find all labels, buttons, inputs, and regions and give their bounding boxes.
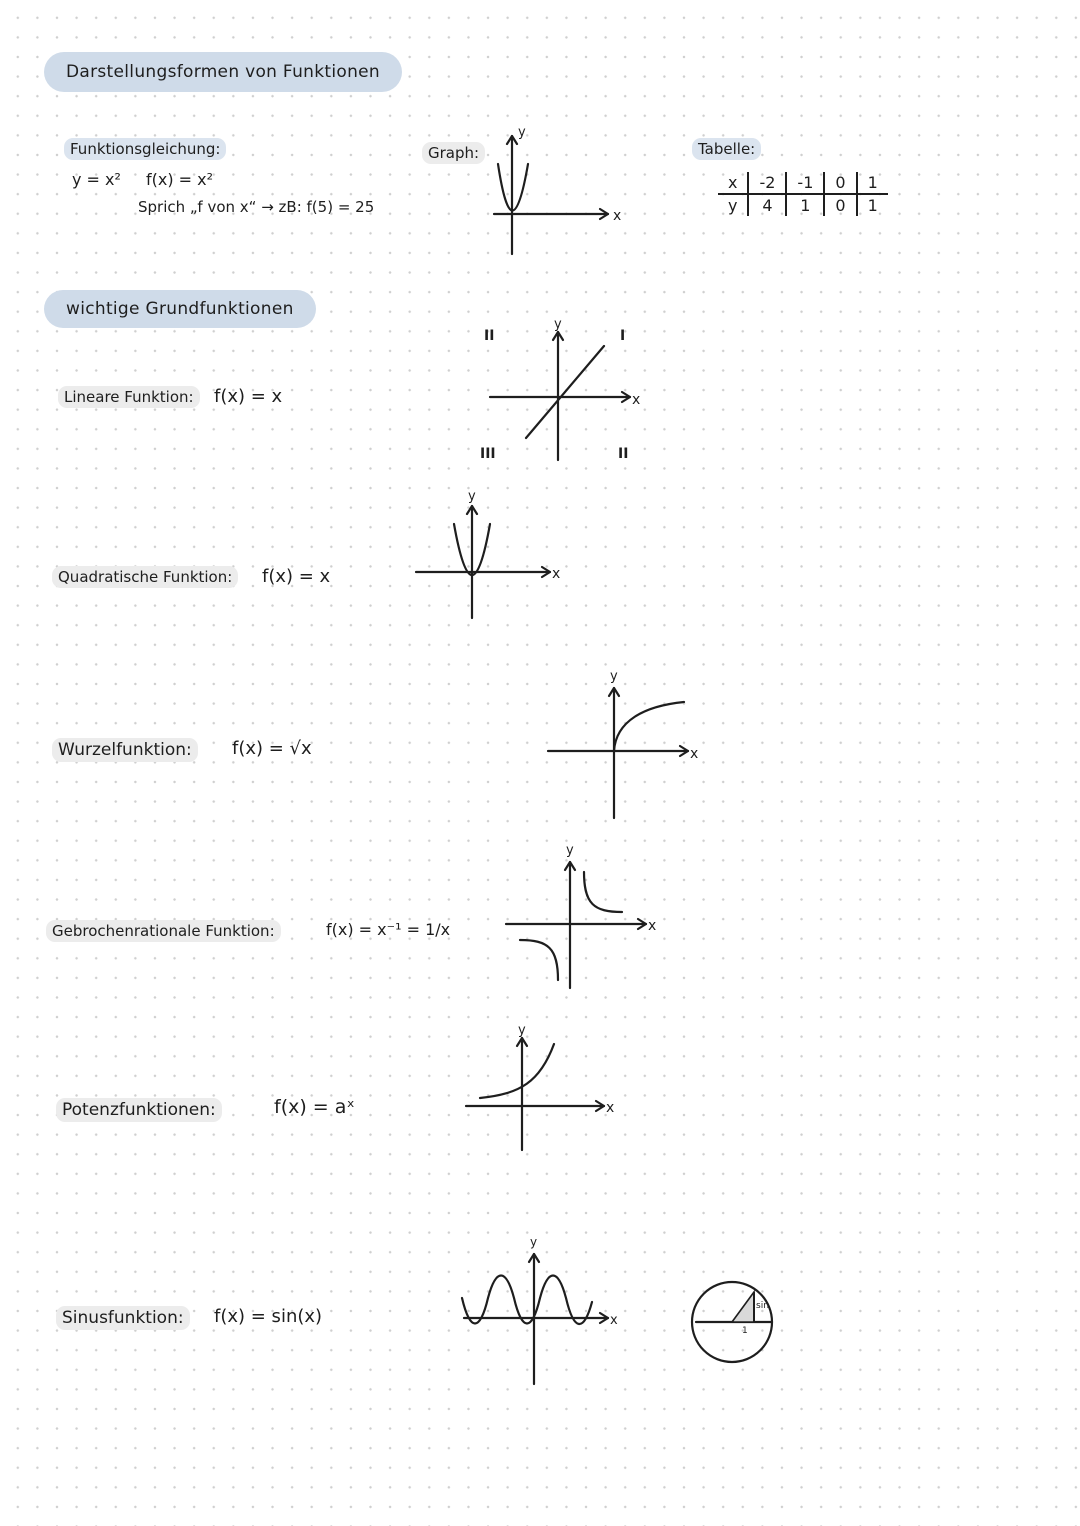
quadratic-graph — [412, 484, 572, 624]
exponential-curve — [480, 1044, 554, 1098]
function-formula: f(x) = √x — [232, 738, 312, 759]
exponential-graph — [460, 1022, 630, 1162]
function-formula: f(x) = sin(x) — [214, 1306, 323, 1327]
function-name: Quadratische Funktion: — [52, 566, 238, 588]
function-name: Lineare Funktion: — [58, 386, 200, 408]
x-axis-label: x — [613, 208, 622, 224]
section-title-text: wichtige Grundfunktionen — [66, 299, 294, 319]
y-axis-label: y — [518, 1023, 526, 1038]
sine-label: sin — [756, 1301, 769, 1311]
hyperbola-branch-left — [520, 940, 558, 980]
root-graph — [544, 666, 714, 826]
parabola-sketch — [480, 122, 640, 262]
table-cell: y — [728, 196, 738, 215]
x-axis-label: x — [606, 1100, 615, 1116]
root-curve — [614, 702, 684, 751]
y-axis-label: y — [518, 125, 526, 140]
table-row — [718, 194, 888, 216]
page-title-text: Darstellungsformen von Funktionen — [66, 62, 380, 82]
quadrant-label: III — [480, 446, 496, 462]
function-formula: f(x) = x⁻¹ = 1/x — [326, 920, 451, 939]
unit-circle — [688, 1278, 784, 1374]
quadrant-label: II — [618, 446, 629, 462]
function-formula: f(x) = x — [262, 566, 331, 587]
equation-label: Funktionsgleichung: — [64, 138, 226, 160]
equation-line-1: y = x² — [72, 170, 121, 189]
function-name: Sinusfunktion: — [56, 1306, 190, 1330]
x-axis-label: x — [610, 1313, 618, 1328]
function-name: Gebrochenrationale Funktion: — [46, 920, 281, 942]
quadrant-label: II — [484, 328, 495, 344]
section-title — [44, 290, 316, 328]
table-cell: 1 — [786, 194, 824, 216]
table-cell: 0 — [824, 172, 856, 194]
graph-label: Graph: — [422, 142, 485, 164]
table-row — [718, 172, 888, 194]
equation-line-2: f(x) = x² — [146, 170, 214, 189]
equation-line-3: Sprich „f von x“ → zB: f(5) = 25 — [138, 198, 375, 216]
page-title — [44, 52, 402, 92]
y-axis-label: y — [566, 843, 574, 858]
x-axis-label: x — [648, 918, 657, 934]
sine-curve — [462, 1276, 592, 1325]
y-axis-label: y — [530, 1235, 538, 1249]
table-cell: 0 — [824, 194, 856, 216]
table-cell: 4 — [748, 194, 786, 216]
value-table — [718, 172, 888, 216]
quadrant-label: I — [620, 328, 626, 344]
sine-triangle — [732, 1292, 754, 1322]
linear-graph — [470, 310, 660, 470]
function-formula: f(x) = x — [214, 386, 283, 407]
x-axis-label: x — [690, 746, 699, 762]
table-cell: 1 — [857, 194, 888, 216]
x-axis-label: x — [552, 566, 561, 582]
function-formula: f(x) = aˣ — [274, 1096, 355, 1118]
x-axis-label: x — [632, 392, 641, 408]
table-cell: 1 — [857, 172, 888, 194]
sine-graph — [456, 1232, 636, 1392]
linear-line — [526, 346, 604, 438]
hyperbola-graph — [500, 842, 670, 1002]
function-name: Wurzelfunktion: — [52, 738, 198, 762]
table-cell: -1 — [786, 172, 824, 194]
function-name: Potenzfunktionen: — [56, 1098, 222, 1122]
table-label: Tabelle: — [692, 138, 761, 160]
hyperbola-branch-right — [584, 872, 622, 912]
y-axis-label: y — [554, 317, 562, 332]
radius-label: 1 — [742, 1326, 748, 1336]
table-cell: x — [718, 172, 748, 194]
y-axis-label: y — [468, 489, 476, 504]
y-axis-label: y — [610, 669, 618, 684]
table-cell: -2 — [748, 172, 786, 194]
